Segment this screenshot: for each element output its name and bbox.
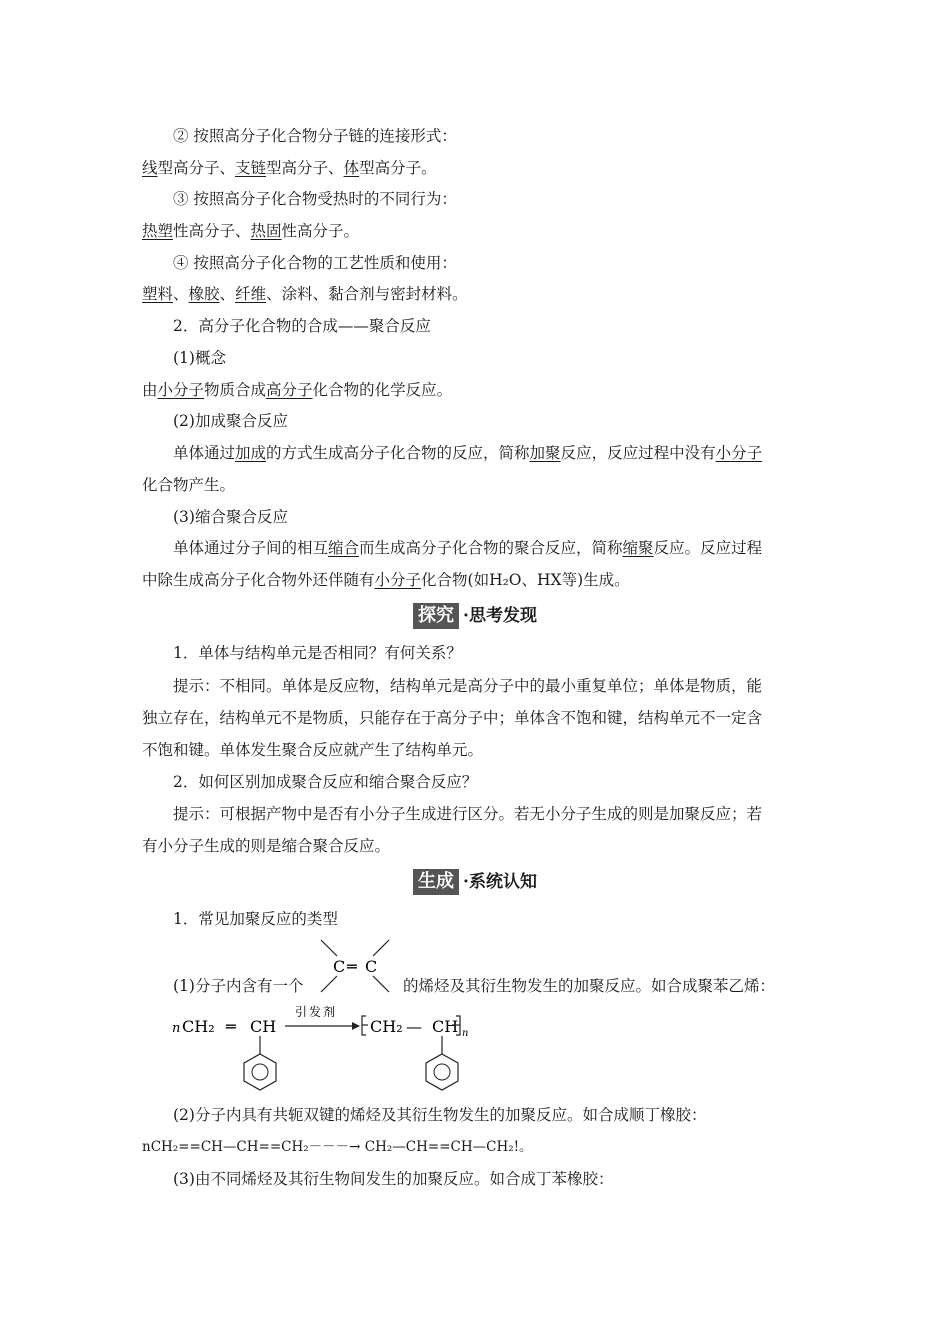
polymer-ch: CH — [432, 1017, 459, 1036]
section-heading: 2．高分子化合物的合成——聚合反应 — [173, 317, 431, 335]
text-line: (3)由不同烯烃及其衍生物间发生的加聚反应。如合成丁苯橡胶： — [173, 1170, 614, 1188]
answer-line: 有小分子生成的则是缩合聚合反应。 — [142, 837, 391, 855]
section-heading: 1．常见加聚反应的类型 — [173, 910, 338, 928]
answer-line: 提示：不相同。单体是反应物，结构单元是高分子中的最小重复单位；单体是物质，能 — [173, 677, 763, 695]
monomer-ch: CH — [250, 1017, 277, 1036]
question: 1．单体与结构单元是否相同？有何关系？ — [173, 644, 462, 662]
subsection-heading: (3)缩合聚合反应 — [173, 508, 288, 526]
polystyrene-reaction — [170, 1002, 490, 1096]
section-badge: 探究 — [413, 603, 459, 629]
section-badge: 生成 — [413, 869, 459, 895]
cc-double-bond-diagram — [315, 938, 395, 994]
subscript-n: n — [462, 1028, 469, 1039]
section-header — [0, 869, 950, 895]
answer-line: 不饱和键。单体发生聚合反应就产生了结构单元。 — [142, 741, 484, 759]
question: 2．如何区别加成聚合反应和缩合聚合反应？ — [173, 773, 478, 791]
text-line: (1)分子内含有一个 — [173, 977, 304, 995]
text-line: 热塑性高分子、热固性高分子。 — [142, 222, 360, 240]
text-line: 单体通过加成的方式生成高分子化合物的反应，简称加聚反应，反应过程中没有小分子 — [173, 444, 763, 462]
polymer-ch2: CH₂ — [370, 1017, 403, 1036]
section-title: ·思考发现 — [463, 606, 537, 626]
double-bond: ═ — [226, 1017, 236, 1036]
text-line: 由小分子物质合成高分子化合物的化学反应。 — [142, 381, 453, 399]
carbon-atom: C — [365, 957, 378, 976]
monomer-ch2: CH₂ — [182, 1017, 215, 1036]
catalyst-label: 引发剂 — [295, 1005, 338, 1019]
section-title: ·系统认知 — [463, 872, 537, 892]
text-line: 化合物产生。 — [142, 476, 236, 494]
single-bond: — — [406, 1017, 422, 1036]
text-line: 单体通过分子间的相互缩合而生成高分子化合物的聚合反应，简称缩聚反应。反应过程 — [173, 539, 763, 557]
double-bond: ═ — [347, 957, 357, 976]
carbon-atom: C — [333, 957, 346, 976]
section-header — [0, 603, 950, 629]
text-line: 线型高分子、支链型高分子、体型高分子。 — [142, 159, 437, 177]
text-line: 塑料、橡胶、纤维、涂料、黏合剂与密封材料。 — [142, 285, 468, 303]
subsection-heading: (1)概念 — [173, 349, 226, 367]
text-line: (2)分子内具有共轭双键的烯烃及其衍生物发生的加聚反应。如合成顺丁橡胶： — [173, 1106, 707, 1124]
text-line: 的烯烃及其衍生物发生的加聚反应。如合成聚苯乙烯： — [403, 977, 776, 995]
subsection-heading: (2)加成聚合反应 — [173, 412, 288, 430]
equation: nCH₂==CH—CH==CH₂－－－→ CH₂—CH==CH—CH₂!。 — [142, 1139, 533, 1155]
text-line: ④ 按照高分子化合物的工艺性质和使用： — [173, 254, 457, 272]
answer-line: 提示：可根据产物中是否有小分子生成进行区分。若无小分子生成的则是加聚反应；若 — [173, 805, 763, 823]
text-line: 中除生成高分子化合物外还伴随有小分子化合物(如H₂O、HX等)生成。 — [142, 571, 630, 589]
answer-line: 独立存在，结构单元不是物质，只能存在于高分子中；单体含不饱和键，结构单元不一定含 — [142, 709, 763, 727]
text-line: ③ 按照高分子化合物受热时的不同行为： — [173, 190, 457, 208]
text-line: ② 按照高分子化合物分子链的连接形式： — [173, 127, 457, 145]
coefficient-n: n — [172, 1021, 181, 1036]
